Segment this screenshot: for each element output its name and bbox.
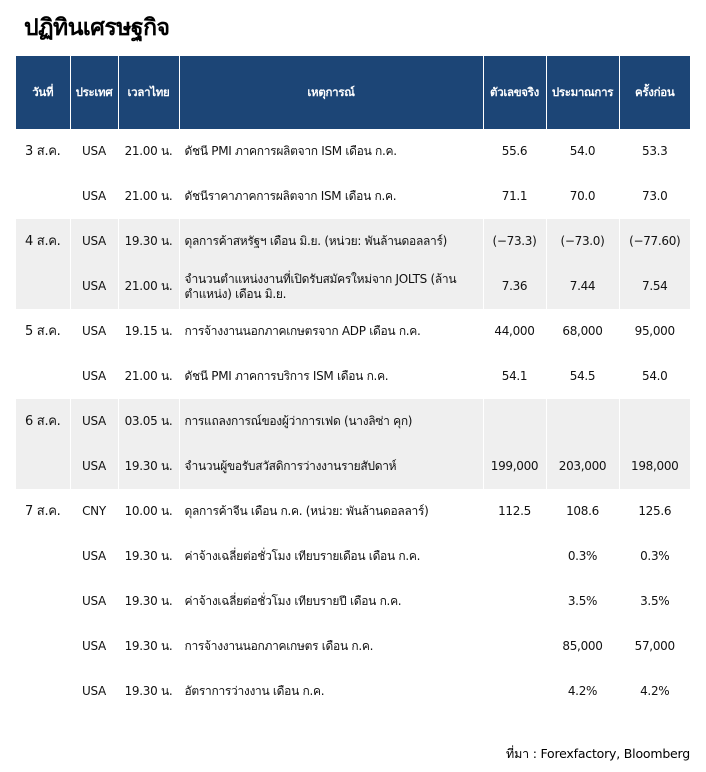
cell-date: 6 ส.ค. [16,399,70,444]
cell-event: ดุลการค้าจีน เดือน ก.ค. (หน่วย: พันล้านดอลลาร์) [179,489,483,534]
source-note: ที่มา : Forexfactory, Bloomberg [506,746,690,761]
table-header-row [16,56,690,129]
cell-date [16,444,70,489]
cell-forecast: 4.2% [546,669,619,714]
table-row [16,624,690,669]
cell-forecast: 108.6 [546,489,619,534]
cell-actual: 199,000 [483,444,546,489]
cell-country: USA [70,444,118,489]
cell-country: USA [70,579,118,624]
table-row [16,174,690,219]
cell-actual: 112.5 [483,489,546,534]
column-header-actual: ตัวเลขจริง [483,56,546,129]
cell-previous: 4.2% [619,669,690,714]
table-row [16,489,690,534]
cell-time: 19.30 น. [118,444,179,489]
cell-actual: 54.1 [483,354,546,399]
cell-country: USA [70,219,118,264]
cell-event: ดัชนี PMI ภาคการผลิตจาก ISM เดือน ก.ค. [179,129,483,174]
table-row [16,129,690,174]
cell-event: ดุลการค้าสหรัฐฯ เดือน มิ.ย. (หน่วย: พันล้านดอลลาร์) [179,219,483,264]
cell-forecast: 68,000 [546,309,619,354]
cell-time: 10.00 น. [118,489,179,534]
cell-country: USA [70,399,118,444]
column-header-previous: ครั้งก่อน [619,56,690,129]
cell-time: 19.30 น. [118,579,179,624]
cell-previous: 3.5% [619,579,690,624]
cell-time: 19.30 น. [118,669,179,714]
cell-date [16,579,70,624]
cell-previous: 95,000 [619,309,690,354]
cell-time: 19.30 น. [118,219,179,264]
cell-previous: 57,000 [619,624,690,669]
cell-forecast: 0.3% [546,534,619,579]
cell-time: 19.15 น. [118,309,179,354]
column-header-date: วันที่ [16,56,70,129]
cell-country: USA [70,624,118,669]
cell-forecast: 54.5 [546,354,619,399]
cell-previous: (−77.60) [619,219,690,264]
cell-date: 5 ส.ค. [25,324,61,339]
cell-actual [483,579,546,624]
table-row [16,399,690,444]
cell-forecast: 70.0 [546,174,619,219]
cell-actual [483,624,546,669]
cell-actual: 7.36 [483,264,546,309]
column-header-time: เวลาไทย [118,56,179,129]
cell-time: 21.00 น. [118,354,179,399]
cell-time: 21.00 น. [118,174,179,219]
cell-event: การแถลงการณ์ของผู้ว่าการเฟด (นางลิซ่า คุก) [179,399,483,444]
cell-forecast [546,399,619,444]
cell-country: USA [70,309,118,354]
cell-actual [483,534,546,579]
cell-previous: 54.0 [619,354,690,399]
page-title: ปฏิทินเศรษฐกิจ [24,15,170,41]
cell-event: อัตราการว่างงาน เดือน ก.ค. [179,669,483,714]
table-row [16,444,690,489]
cell-previous: 125.6 [619,489,690,534]
cell-actual: 44,000 [483,309,546,354]
cell-time: 19.30 น. [118,624,179,669]
cell-previous: 73.0 [619,174,690,219]
cell-country: USA [70,129,118,174]
cell-date: 7 ส.ค. [25,504,61,519]
cell-forecast: 3.5% [546,579,619,624]
cell-event: จำนวนตำแหน่งงานที่เปิดรับสมัครใหม่จาก JOLTS (ล้านตำแหน่ง) เดือน มิ.ย. [179,264,483,309]
column-header-forecast: ประมาณการ [546,56,619,129]
cell-event: ดัชนีราคาภาคการผลิตจาก ISM เดือน ก.ค. [179,174,483,219]
table-row [16,669,690,714]
cell-forecast: (−73.0) [546,219,619,264]
cell-previous: 0.3% [619,534,690,579]
table-row [16,219,690,264]
table-row [16,534,690,579]
cell-actual [483,399,546,444]
cell-previous [619,399,690,444]
cell-country: CNY [70,489,118,534]
cell-date [16,354,70,399]
cell-time: 03.05 น. [118,399,179,444]
cell-time: 21.00 น. [118,264,179,309]
cell-previous: 7.54 [619,264,690,309]
cell-previous: 53.3 [619,129,690,174]
cell-date: 4 ส.ค. [16,219,70,264]
table-row [16,309,690,354]
cell-date [16,534,70,579]
table-row [16,264,690,309]
cell-event: ดัชนี PMI ภาคการบริการ ISM เดือน ก.ค. [179,354,483,399]
cell-forecast: 85,000 [546,624,619,669]
cell-event: ค่าจ้างเฉลี่ยต่อชั่วโมง เทียบรายเดือน เดือน ก.ค. [179,534,483,579]
column-header-event: เหตุการณ์ [179,56,483,129]
column-header-country: ประเทศ [70,56,118,129]
table-row [16,354,690,399]
economic-calendar-table [16,56,690,714]
cell-previous: 198,000 [619,444,690,489]
cell-date [16,174,70,219]
cell-actual [483,669,546,714]
cell-event: ค่าจ้างเฉลี่ยต่อชั่วโมง เทียบรายปี เดือน ก.ค. [179,579,483,624]
cell-actual: 71.1 [483,174,546,219]
cell-country: USA [70,354,118,399]
cell-forecast: 203,000 [546,444,619,489]
cell-forecast: 7.44 [546,264,619,309]
cell-event: การจ้างงานนอกภาคเกษตร เดือน ก.ค. [179,624,483,669]
cell-country: USA [70,264,118,309]
cell-actual: (−73.3) [483,219,546,264]
table-row [16,579,690,624]
cell-event: จำนวนผู้ขอรับสวัสดิการว่างงานรายสัปดาห์ [179,444,483,489]
cell-actual: 55.6 [483,129,546,174]
cell-time: 19.30 น. [118,534,179,579]
cell-country: USA [70,534,118,579]
cell-country: USA [70,669,118,714]
cell-date: 3 ส.ค. [25,144,61,159]
cell-forecast: 54.0 [546,129,619,174]
cell-time: 21.00 น. [118,129,179,174]
cell-country: USA [70,174,118,219]
cell-event: การจ้างงานนอกภาคเกษตรจาก ADP เดือน ก.ค. [179,309,483,354]
cell-date [16,669,70,714]
cell-date [16,624,70,669]
cell-date [16,264,70,309]
